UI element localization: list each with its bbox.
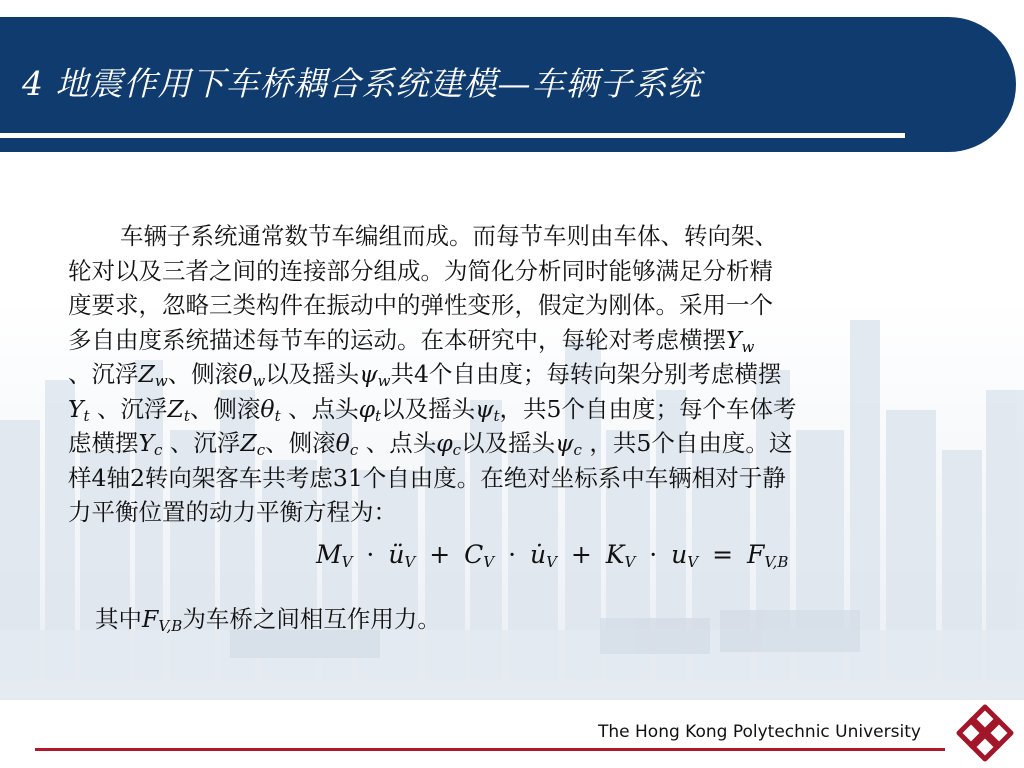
- body-line-1: 车辆子系统通常数节车编组而成。而每节车则由车体、转向架、: [120, 222, 778, 250]
- dynamic-equilibrium-equation: $M_V$ · $ü_V + C_V$ · $u̇_V + K_V \cdot u_V = F_{V,B}$: [316, 540, 789, 571]
- body-line-8: 样4轴2转向架客车共考虑31个自由度。在绝对坐标系中车辆相对于静: [68, 463, 786, 492]
- page-title: 4 地震作用下车桥耦合系统建模—车辆子系统: [22, 64, 702, 103]
- footer-divider: [35, 748, 945, 751]
- title-underline: [0, 133, 905, 138]
- body-line-2: 轮对以及三者之间的连接部分组成。为简化分析同时能够满足分析精: [68, 256, 773, 285]
- body-line-6: $Y_t$ 、沉浮$Z_t$、侧滚$\theta_t$ 、点头$\varphi_t$以及摇头$\psi_t$，共5个自由度；每个车体考: [68, 394, 797, 425]
- university-name: The Hong Kong Polytechnic University: [598, 722, 921, 742]
- body-line-4: 多自由度系统描述每节车的运动。在本研究中，每轮对考虑横摆$Y_w$: [68, 325, 755, 356]
- body-line-9: 力平衡位置的动力平衡方程为：: [68, 498, 397, 526]
- body-line-5: 、沉浮$Z_w$、侧滚$\theta_w$以及摇头$\psi_w$共4个自由度；每转向架分别考虑横摆: [68, 360, 782, 390]
- polyu-logo-icon: [955, 703, 1015, 763]
- body-paragraph: [68, 219, 928, 530]
- force-note: 其中$F_{V,B}$为车桥之间相互作用力。: [95, 605, 441, 635]
- body-line-7: 虑横摆$Y_c$ 、沉浮$Z_c$、侧滚$\theta_c$ 、点头$\varphi_c$以及摇头$\psi_c$ ，共5个自由度。这: [68, 429, 793, 459]
- body-line-3: 度要求，忽略三类构件在振动中的弹性变形，假定为刚体。采用一个: [68, 291, 773, 319]
